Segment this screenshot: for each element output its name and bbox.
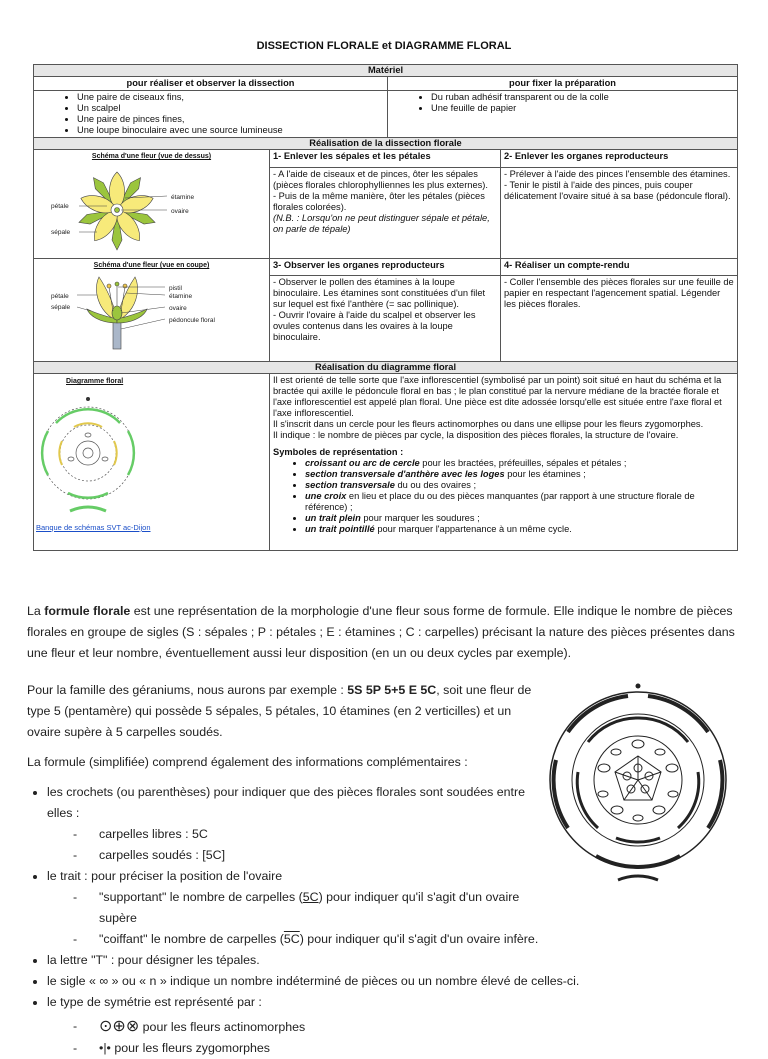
list-item: • Une paire de pinces fines, (77, 114, 384, 125)
diagramme-text-2: Il s'inscrit dans un cercle pour les fleurs actinomorphes ou dans une ellipse pour les fleurs zygomorphes. (273, 419, 704, 429)
list-item: • Un scalpel (77, 103, 384, 114)
floral-diagram-figure (36, 387, 156, 519)
symbols-list (273, 458, 734, 535)
schema-top-view-caption: Schéma d'une fleur (vue de dessus) (91, 153, 212, 160)
schema-section-cell (34, 259, 270, 362)
diagramme-text-cell (270, 374, 738, 551)
step1-text-1: - A l'aide de ciseaux et de pinces, ôter les sépales (pièces florales chlorophylliennes les plus externes). (273, 169, 488, 191)
dissection-table (33, 64, 738, 551)
list-item: • le trait : pour préciser la position de l'ovaire - "supportant" le nombre de carpelles (5C) pour indiquer qu'il s'agit d'un ovaire supère - "coiffant" le nombre de carpelles (5C) pour indiquer qu'il s'agit d'un ovaire infère. (47, 866, 533, 950)
label-petale: pétale (51, 203, 69, 210)
step1-title: 1- Enlever les sépales et les pétales (270, 150, 501, 168)
page-title: DISSECTION FLORALE et DIAGRAMME FLORAL (256, 40, 512, 52)
label-ovaire: ovaire (169, 305, 187, 312)
list-item: • croissant ou arc de cercle pour les bractées, préfeuilles, sépales et pétales ; (305, 458, 734, 469)
list-item: - ⊙⊕⊗ pour les fleurs actinomorphes (73, 1016, 533, 1038)
list-item: - "coiffant" le nombre de carpelles (5C) pour indiquer qu'il s'agit d'un ovaire infère. (73, 929, 659, 950)
list-item: • un trait plein pour marquer les soudures ; (305, 513, 734, 524)
label-etamine: étamine (169, 293, 193, 300)
list-item: • le type de symétrie est représenté par : - ⊙⊕⊗ pour les fleurs actinomorphes - •|• pour les fleurs zygomorphes (47, 992, 533, 1059)
materiel-right-list (391, 92, 734, 114)
step2-text-1: - Prélever à l'aide des pinces l'ensemble des étamines. (504, 169, 731, 180)
step3-text-2: - Ouvrir l'ovaire à l'aide du scalpel et observer les ovules contenus dans les ovaires à la loupe binoculaire. (273, 310, 476, 343)
list-item: • la lettre "T" : pour désigner les tépales. (47, 950, 533, 971)
formule-intro (27, 601, 737, 664)
flower-section-diagram (37, 271, 265, 355)
list-item: • Une feuille de papier (431, 103, 734, 114)
step2-text-2: - Tenir le pistil à l'aide des pinces, puis couper délicatement l'ovaire situé à sa base (pédoncule floral). (504, 180, 731, 202)
zygomorphe-symbols: •|• (99, 1041, 111, 1055)
step4-body (501, 276, 738, 362)
banque-schemas-link[interactable]: Banque de schémas SVT ac-Dijon (36, 523, 151, 532)
formule-paragraph-1: La formule florale est une représentation de la morphologie d'une fleur sous forme de formule. Elle indique le nombre de pièces florales en groupe de sigles (S : sépales ; P : pétales ; E : étamines ; C : carpelles) précisant la nature des pièces présentes dans une fleur et leur nombre, éventuellement aussi leur disposition (en un ou deux cycles par exemple). (27, 604, 735, 660)
step2-title: 2- Enlever les organes reproducteurs (501, 150, 738, 168)
list-item: - •|• pour les fleurs zygomorphes (73, 1038, 533, 1059)
flower-top-view-diagram (37, 162, 265, 254)
list-item: • Une paire de ciseaux fins, (77, 92, 384, 103)
diagramme-caption: Diagramme floral (66, 378, 124, 385)
label-pistil: pistil (169, 285, 183, 292)
step4-text-1: - Coller l'ensemble des pièces florales sur une feuille de papier en respectant l'agencement spatial. Légender les pièces florales. (504, 277, 734, 310)
list-item: - carpelles soudés : [5C] (73, 845, 533, 866)
formule-body (27, 680, 580, 1059)
list-item: • section transversale du ou des ovaires ; (305, 480, 734, 491)
actinomorphe-symbols: ⊙⊕⊗ (99, 1018, 140, 1035)
diagramme-figure-cell (34, 374, 270, 551)
label-sepale: sépale (51, 229, 71, 236)
step3-text-1: - Observer le pollen des étamines à la loupe binoculaire. Les étamines sont constituées d'un filet sur lequel est fixé l'anthère (= sac pollinique). (273, 277, 486, 310)
list-item: • une croix en lieu et place du ou des pièces manquantes (par rapport à une structure florale de référence) ; (305, 491, 734, 513)
materiel-left-list (37, 92, 384, 136)
diagramme-header: Réalisation du diagramme floral (34, 362, 738, 374)
materiel-left-header: pour réaliser et observer la dissection (34, 77, 388, 91)
label-pedoncule: pédoncule floral (169, 317, 215, 324)
realisation-header: Réalisation de la dissection florale (34, 138, 738, 150)
schema-top-view-cell (34, 150, 270, 259)
list-item: • un trait pointillé pour marquer l'appartenance à un même cycle. (305, 524, 734, 535)
list-item: • le sigle « ∞ » ou « n » indique un nombre indéterminé de pièces ou un nombre élevé de celles-ci. (47, 971, 667, 992)
formule-list (27, 782, 580, 1059)
geranium-diagram (538, 680, 738, 890)
step3-body (270, 276, 501, 362)
diagramme-text-3: Il indique : le nombre de pièces par cycle, la disposition des pièces florales, la structure de l'ovaire. (273, 430, 679, 440)
materiel-header: Matériel (34, 65, 738, 77)
label-etamine: étamine (171, 194, 195, 201)
label-sepale: sépale (51, 304, 71, 311)
step1-text-2: - Puis de la même manière, ôter les pétales (pièces florales colorées). (273, 191, 485, 213)
schema-section-caption: Schéma d'une fleur (vue en coupe) (93, 262, 210, 269)
materiel-right-header: pour fixer la préparation (388, 77, 738, 91)
list-item: - "supportant" le nombre de carpelles (5C) pour indiquer qu'il s'agit d'un ovaire supère (73, 887, 533, 929)
list-item: • Du ruban adhésif transparent ou de la colle (431, 92, 734, 103)
list-item: • les crochets (ou parenthèses) pour indiquer que des pièces florales sont soudées entre elles : - carpelles libres : 5C - carpelles soudés : [5C] (47, 782, 533, 866)
diagramme-text-1: Il est orienté de telle sorte que l'axe inflorescentiel (symbolisé par un point) soit situé en haut du schéma et la bractée qui axille le pédoncule floral en bas ; le plan constitué par la nervure médiane de la bractée florale et l'axe inflorescentiel est appelé plan floral. Une pièce est dite adossée lorsqu'elle est située entre l'axe floral et l'axe inflorescentiel. (273, 375, 722, 418)
step1-note: (N.B. : Lorsqu'on ne peut distinguer sépale et pétale, on parle de tépale) (273, 213, 490, 235)
step1-body (270, 168, 501, 259)
label-ovaire: ovaire (171, 208, 189, 215)
list-item: • Une loupe binoculaire avec une source lumineuse (77, 125, 384, 136)
step3-title: 3- Observer les organes reproducteurs (270, 259, 501, 276)
list-item: • section transversale d'anthère avec les loges pour les étamines ; (305, 469, 734, 480)
list-item: - carpelles libres : 5C (73, 824, 533, 845)
formule-paragraph-3: La formule (simplifiée) comprend également des informations complémentaires : (27, 755, 468, 769)
step2-body (501, 168, 738, 259)
formule-paragraph-2: Pour la famille des géraniums, nous aurons par exemple : 5S 5P 5+5 E 5C, soit une fleur de type 5 (pentamère) qui possède 5 sépales, 5 pétales, 10 étamines (en 2 verticilles) et un ovaire supère à 5 carpelles soudés. (27, 683, 532, 739)
step4-title: 4- Réaliser un compte-rendu (501, 259, 738, 276)
label-petale: pétale (51, 293, 69, 300)
symbols-title: Symboles de représentation : (273, 447, 404, 457)
